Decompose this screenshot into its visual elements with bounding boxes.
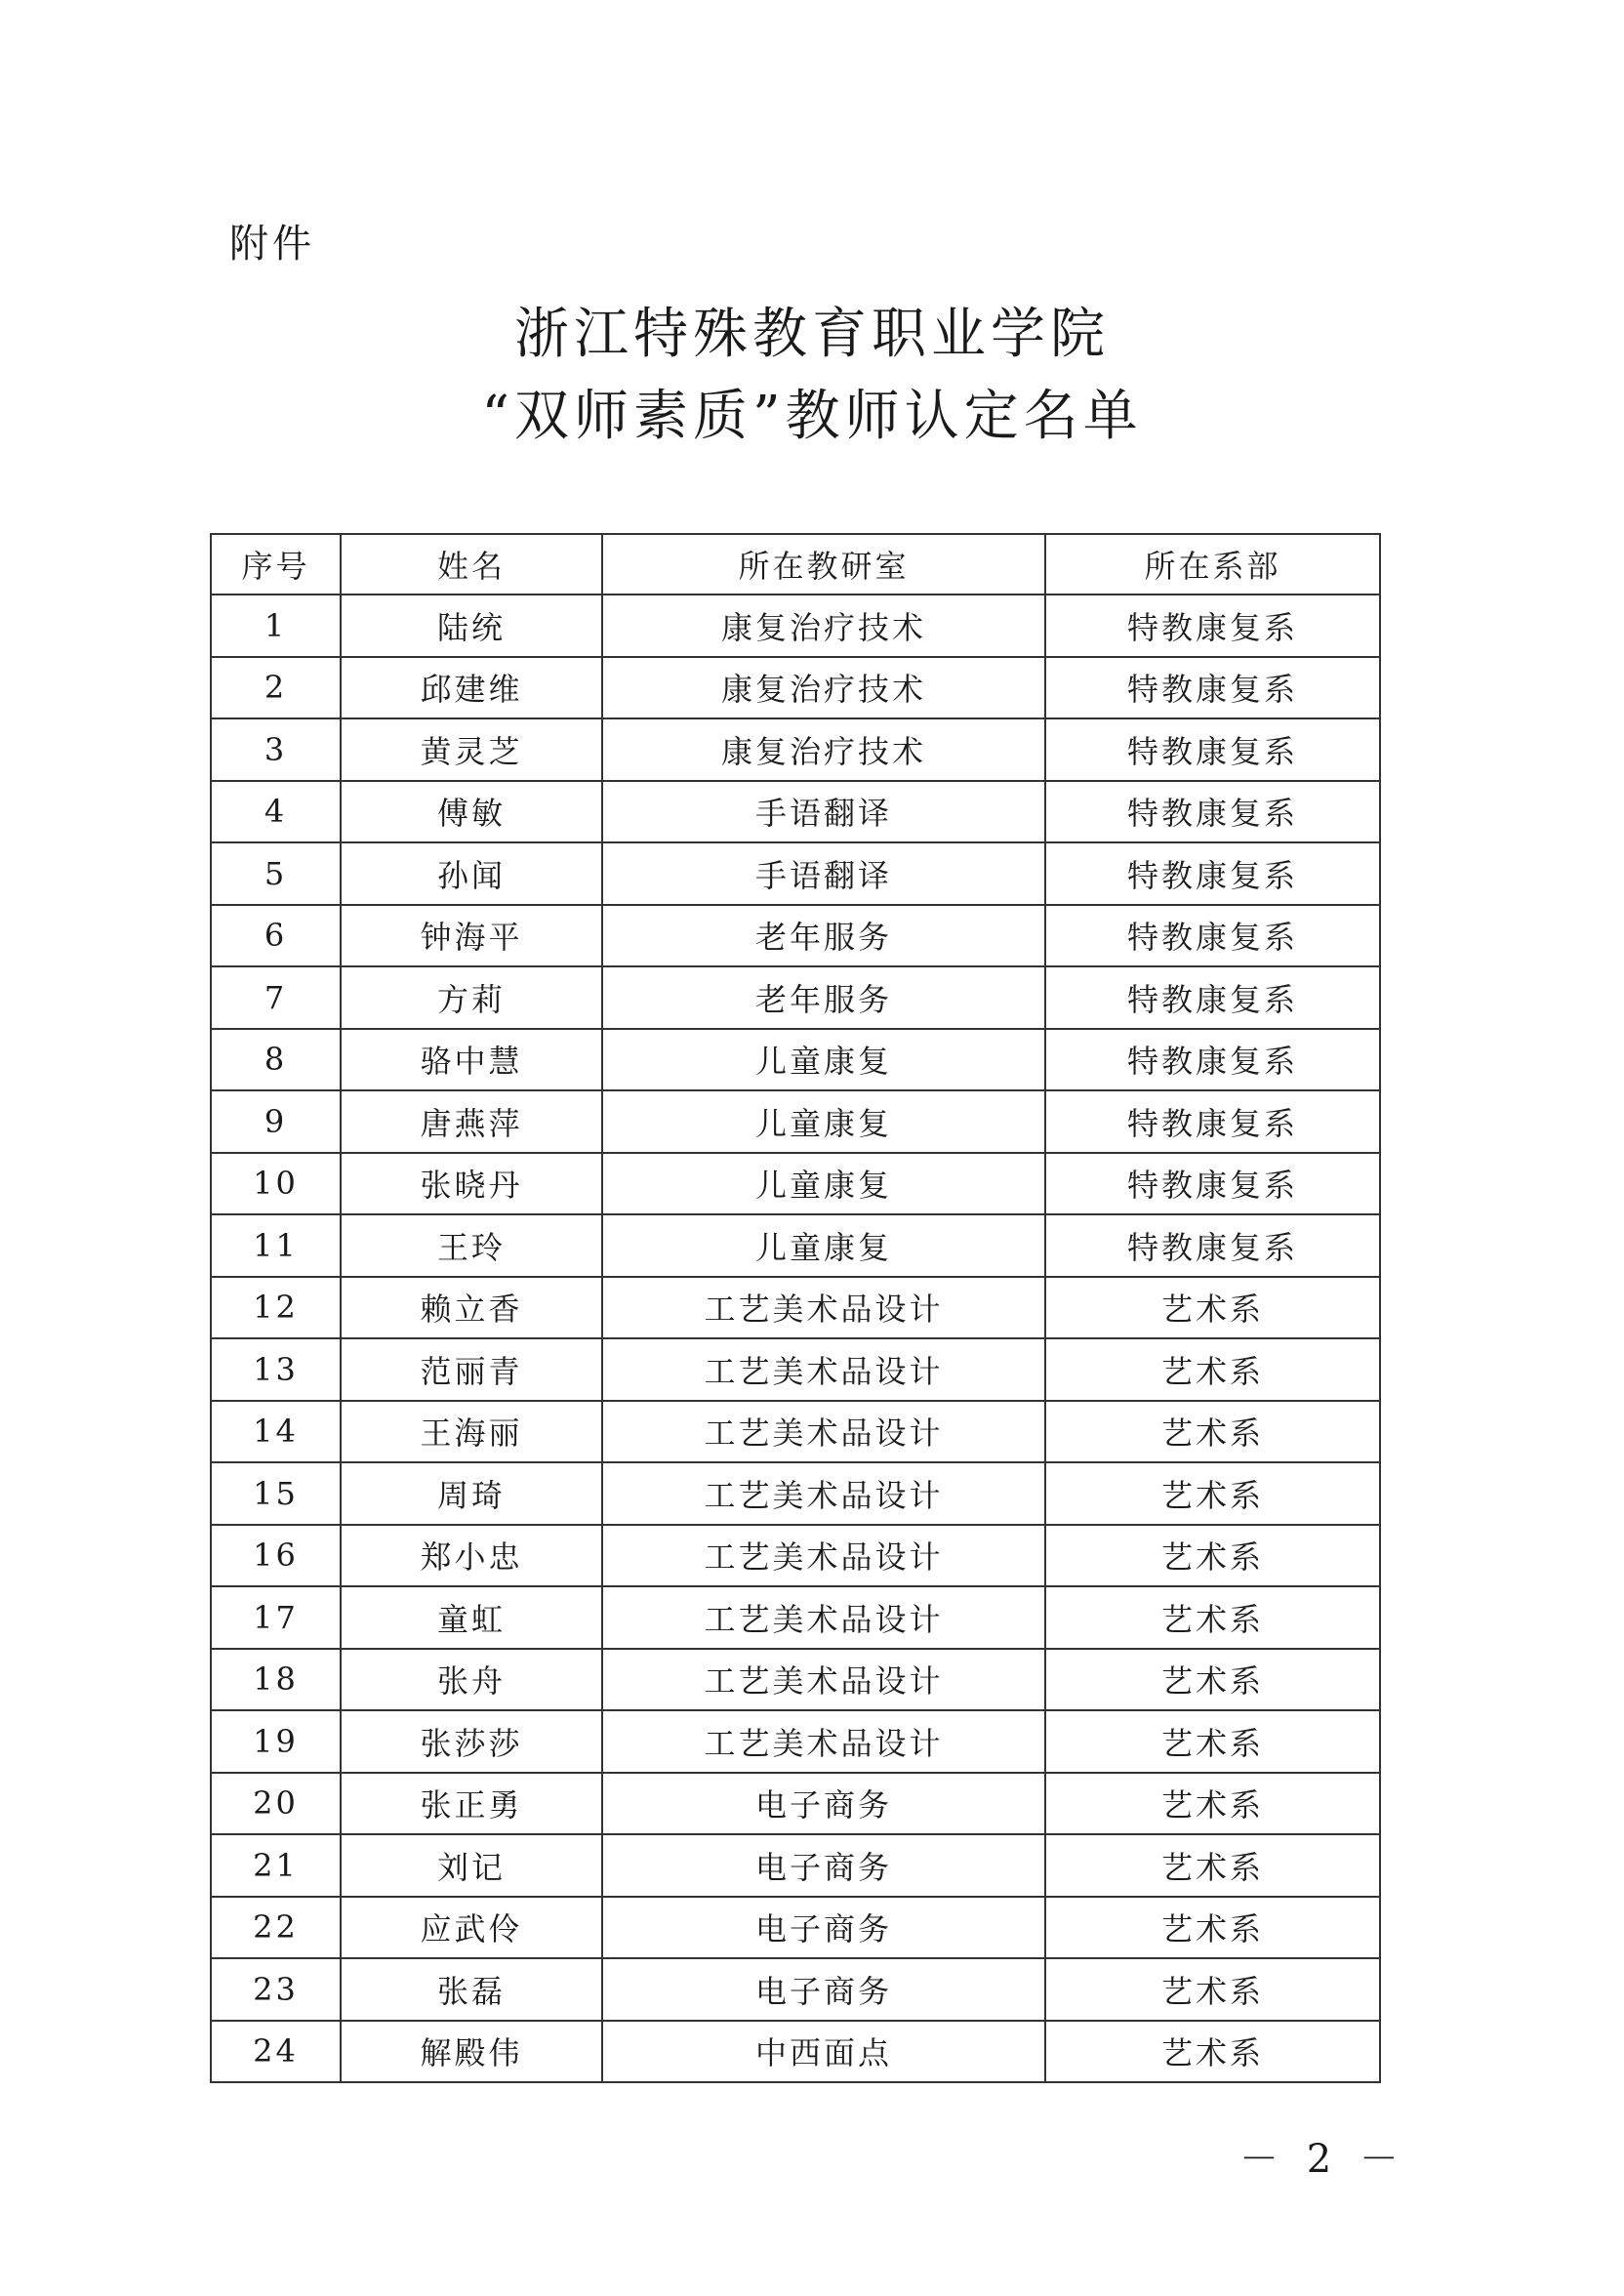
cell-index: 2 [211,657,341,719]
cell-teaching-office: 电子商务 [602,1834,1045,1897]
table-row [211,1338,1380,1401]
cell-department: 特教康复系 [1045,657,1380,719]
cell-index: 10 [211,1153,341,1215]
table-header-row [211,534,1380,594]
cell-index: 1 [211,594,341,657]
cell-name: 解殿伟 [341,2021,602,2083]
cell-department: 艺术系 [1045,1586,1380,1649]
cell-teaching-office: 儿童康复 [602,1214,1045,1277]
cell-department: 艺术系 [1045,1462,1380,1525]
table-body [211,594,1380,2082]
cell-name: 方莉 [341,966,602,1029]
table-row [211,1401,1380,1463]
cell-department: 特教康复系 [1045,1029,1380,1091]
cell-teaching-office: 康复治疗技术 [602,657,1045,719]
cell-teaching-office: 工艺美术品设计 [602,1401,1045,1463]
cell-department: 艺术系 [1045,1401,1380,1463]
cell-department: 艺术系 [1045,1897,1380,1959]
cell-department: 艺术系 [1045,1277,1380,1339]
cell-department: 特教康复系 [1045,1153,1380,1215]
table-row [211,1649,1380,1711]
cell-name: 应武伶 [341,1897,602,1959]
cell-index: 22 [211,1897,341,1959]
cell-teaching-office: 工艺美术品设计 [602,1586,1045,1649]
cell-name: 刘记 [341,1834,602,1897]
cell-index: 21 [211,1834,341,1897]
cell-department: 艺术系 [1045,1525,1380,1587]
table-row [211,1586,1380,1649]
cell-index: 20 [211,1773,341,1835]
table-row [211,1958,1380,2021]
cell-name: 邱建维 [341,657,602,719]
table-row [211,905,1380,967]
cell-teaching-office: 康复治疗技术 [602,594,1045,657]
cell-teaching-office: 儿童康复 [602,1153,1045,1215]
cell-department: 特教康复系 [1045,842,1380,905]
cell-teaching-office: 儿童康复 [602,1090,1045,1153]
cell-department: 艺术系 [1045,1710,1380,1773]
cell-department: 艺术系 [1045,1649,1380,1711]
table-row [211,718,1380,781]
cell-index: 15 [211,1462,341,1525]
table-row [211,1090,1380,1153]
cell-name: 张莎莎 [341,1710,602,1773]
cell-index: 16 [211,1525,341,1587]
cell-name: 张磊 [341,1958,602,2021]
cell-department: 特教康复系 [1045,718,1380,781]
cell-name: 赖立香 [341,1277,602,1339]
header-index: 序号 [211,534,341,594]
table-row [211,1773,1380,1835]
cell-index: 7 [211,966,341,1029]
cell-index: 18 [211,1649,341,1711]
table-row [211,1153,1380,1215]
table-row [211,1462,1380,1525]
page-number: － 2 － [1239,2137,1406,2182]
table-row [211,1214,1380,1277]
table-row [211,1525,1380,1587]
document-subtitle: “双师素质”教师认定名单 [481,385,1143,448]
cell-name: 范丽青 [341,1338,602,1401]
cell-name: 黄灵芝 [341,718,602,781]
cell-teaching-office: 儿童康复 [602,1029,1045,1091]
table-row [211,657,1380,719]
cell-index: 17 [211,1586,341,1649]
attachment-label: 附件 [229,222,315,266]
cell-teaching-office: 中西面点 [602,2021,1045,2083]
table-row [211,781,1380,843]
teacher-roster-table [210,533,1381,2083]
cell-teaching-office: 工艺美术品设计 [602,1525,1045,1587]
cell-index: 3 [211,718,341,781]
cell-name: 周琦 [341,1462,602,1525]
cell-teaching-office: 电子商务 [602,1897,1045,1959]
cell-index: 9 [211,1090,341,1153]
cell-name: 唐燕萍 [341,1090,602,1153]
cell-name: 张舟 [341,1649,602,1711]
cell-department: 特教康复系 [1045,781,1380,843]
cell-department: 艺术系 [1045,1834,1380,1897]
header-department: 所在系部 [1045,534,1380,594]
table-row [211,1710,1380,1773]
cell-name: 钟海平 [341,905,602,967]
cell-teaching-office: 工艺美术品设计 [602,1462,1045,1525]
cell-department: 特教康复系 [1045,594,1380,657]
header-name: 姓名 [341,534,602,594]
cell-index: 19 [211,1710,341,1773]
cell-index: 14 [211,1401,341,1463]
cell-teaching-office: 电子商务 [602,1958,1045,2021]
cell-teaching-office: 老年服务 [602,905,1045,967]
cell-index: 23 [211,1958,341,2021]
table-row [211,1029,1380,1091]
cell-teaching-office: 工艺美术品设计 [602,1277,1045,1339]
cell-name: 王海丽 [341,1401,602,1463]
cell-index: 11 [211,1214,341,1277]
table-row [211,594,1380,657]
table-row [211,1277,1380,1339]
cell-name: 郑小忠 [341,1525,602,1587]
cell-department: 特教康复系 [1045,966,1380,1029]
cell-index: 5 [211,842,341,905]
cell-name: 傅敏 [341,781,602,843]
cell-teaching-office: 手语翻译 [602,842,1045,905]
cell-department: 艺术系 [1045,1338,1380,1401]
cell-name: 骆中慧 [341,1029,602,1091]
cell-department: 艺术系 [1045,2021,1380,2083]
header-teaching-office: 所在教研室 [602,534,1045,594]
cell-name: 陆统 [341,594,602,657]
cell-teaching-office: 康复治疗技术 [602,718,1045,781]
cell-index: 13 [211,1338,341,1401]
cell-index: 24 [211,2021,341,2083]
cell-index: 12 [211,1277,341,1339]
cell-department: 特教康复系 [1045,905,1380,967]
table-row [211,1834,1380,1897]
cell-department: 艺术系 [1045,1773,1380,1835]
table-row [211,2021,1380,2083]
cell-name: 张晓丹 [341,1153,602,1215]
cell-name: 王玲 [341,1214,602,1277]
cell-index: 8 [211,1029,341,1091]
table-row [211,1897,1380,1959]
cell-name: 孙闻 [341,842,602,905]
cell-teaching-office: 电子商务 [602,1773,1045,1835]
table-row [211,842,1380,905]
cell-teaching-office: 手语翻译 [602,781,1045,843]
cell-name: 张正勇 [341,1773,602,1835]
cell-department: 特教康复系 [1045,1090,1380,1153]
cell-index: 4 [211,781,341,843]
cell-teaching-office: 工艺美术品设计 [602,1710,1045,1773]
cell-teaching-office: 老年服务 [602,966,1045,1029]
cell-department: 艺术系 [1045,1958,1380,2021]
cell-teaching-office: 工艺美术品设计 [602,1649,1045,1711]
cell-department: 特教康复系 [1045,1214,1380,1277]
table-row [211,966,1380,1029]
cell-index: 6 [211,905,341,967]
cell-name: 童虹 [341,1586,602,1649]
document-title: 浙江特殊教育职业学院 [514,303,1110,366]
cell-teaching-office: 工艺美术品设计 [602,1338,1045,1401]
